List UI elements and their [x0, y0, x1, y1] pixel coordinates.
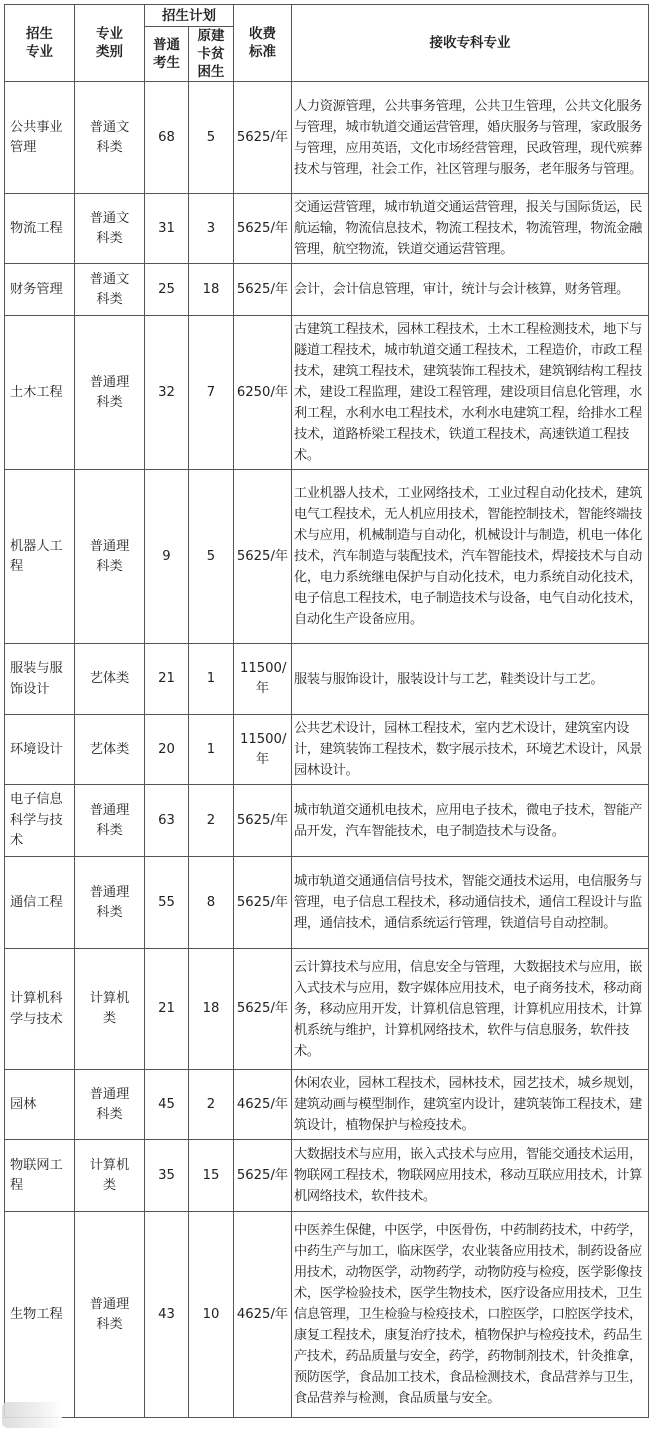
category-cell: 普通理科类: [75, 1070, 145, 1140]
regular-count-cell: 25: [145, 264, 189, 316]
poverty-count-cell: 2: [189, 1070, 234, 1140]
regular-count-cell: 9: [145, 470, 189, 644]
fee-cell: 5625/年: [234, 857, 292, 949]
regular-count-cell: 20: [145, 715, 189, 785]
category-cell: 普通理科类: [75, 1212, 145, 1418]
major-cell: 机器人工程: [5, 470, 75, 644]
regular-count-cell: 63: [145, 785, 189, 857]
poverty-count-cell: 10: [189, 1212, 234, 1418]
regular-count-cell: 43: [145, 1212, 189, 1418]
category-cell: 艺体类: [75, 644, 145, 715]
regular-count-cell: 55: [145, 857, 189, 949]
regular-count-cell: 68: [145, 82, 189, 194]
fee-cell: 5625/年: [234, 264, 292, 316]
header-fee: 收费标准: [234, 5, 292, 82]
fee-cell: 5625/年: [234, 1140, 292, 1212]
accepted-majors-cell: 城市轨道交通通信信号技术，智能交通技术运用，电信服务与管理，电子信息工程技术，移动通信技术，通信工程设计与监理，通信技术，通信系统运行管理，铁道信号自动控制。: [292, 857, 649, 949]
table-row: [5, 82, 649, 194]
accepted-majors-cell: 古建筑工程技术，园林工程技术，土木工程检测技术，地下与隧道工程技术，城市轨道交通工程技术，工程造价，市政工程技术，建筑工程技术，建筑装饰工程技术，建筑钢结构工程技术，建设工程监理，建设工程管理，建设项目信息化管理，水利工程，水利水电工程技术，水利水电建筑工程，给排水工程技术，道路桥梁工程技术，铁道工程技术，高速铁道工程技术。: [292, 316, 649, 470]
regular-count-cell: 32: [145, 316, 189, 470]
regular-count-cell: 31: [145, 194, 189, 264]
table-row: [5, 715, 649, 785]
poverty-count-cell: 3: [189, 194, 234, 264]
table-row: [5, 644, 649, 715]
accepted-majors-cell: 人力资源管理，公共事务管理，公共卫生管理，公共文化服务与管理，城市轨道交通运营管理，婚庆服务与管理，家政服务与管理，应用英语，文化市场经营管理，民政管理，现代殡葬技术与管理，社会工作，社区管理与服务，老年服务与管理。: [292, 82, 649, 194]
major-cell: 土木工程: [5, 316, 75, 470]
category-cell: 普通文科类: [75, 264, 145, 316]
poverty-count-cell: 8: [189, 857, 234, 949]
fee-cell: 5625/年: [234, 949, 292, 1070]
table-row: [5, 857, 649, 949]
category-cell: 普通理科类: [75, 857, 145, 949]
header-category: 专业类别: [75, 5, 145, 82]
category-cell: 普通理科类: [75, 785, 145, 857]
table-row: [5, 949, 649, 1070]
regular-count-cell: 45: [145, 1070, 189, 1140]
accepted-majors-cell: 工业机器人技术，工业网络技术，工业过程自动化技术，建筑电气工程技术，无人机应用技术，智能控制技术，智能终端技术与应用，机械制造与自动化，机械设计与制造，机电一体化技术，汽车制造与装配技术，汽车智能技术，焊接技术与自动化，电力系统继电保护与自动化技术，电力系统自动化技术，电子信息工程技术，电子制造技术与设备，电气自动化技术，自动化生产设备应用。: [292, 470, 649, 644]
category-cell: 普通理科类: [75, 316, 145, 470]
poverty-count-cell: 1: [189, 644, 234, 715]
accepted-majors-cell: 交通运营管理，城市轨道交通运营管理，报关与国际货运，民航运输，物流信息技术，物流工程技术，物流管理，物流金融管理，航空物流，铁道交通运营管理。: [292, 194, 649, 264]
major-cell: 电子信息科学与技术: [5, 785, 75, 857]
major-cell: 环境设计: [5, 715, 75, 785]
watermark-blur: [2, 1402, 62, 1428]
category-cell: 计算机类: [75, 1140, 145, 1212]
fee-cell: 5625/年: [234, 194, 292, 264]
table-row: [5, 316, 649, 470]
regular-count-cell: 21: [145, 949, 189, 1070]
table-row: [5, 1140, 649, 1212]
category-cell: 艺体类: [75, 715, 145, 785]
accepted-majors-cell: 云计算技术与应用，信息安全与管理，大数据技术与应用，嵌入式技术与应用，数字媒体应用技术，电子商务技术，移动商务，移动应用开发，计算机信息管理，计算机应用技术，计算机系统与维护，计算机网络技术，软件与信息服务，软件技术。: [292, 949, 649, 1070]
table-row: [5, 1070, 649, 1140]
poverty-count-cell: 2: [189, 785, 234, 857]
accepted-majors-cell: 大数据技术与应用，嵌入式技术与应用，智能交通技术运用，物联网工程技术，物联网应用技术，移动互联应用技术，计算机网络技术，软件技术。: [292, 1140, 649, 1212]
table-row: [5, 194, 649, 264]
category-cell: 普通文科类: [75, 194, 145, 264]
fee-cell: 4625/年: [234, 1070, 292, 1140]
fee-cell: 11500/年: [234, 644, 292, 715]
accepted-majors-cell: 服装与服饰设计，服装设计与工艺，鞋类设计与工艺。: [292, 644, 649, 715]
major-cell: 通信工程: [5, 857, 75, 949]
accepted-majors-cell: 公共艺术设计，园林工程技术，室内艺术设计，建筑室内设计，建筑装饰工程技术，数字展示技术，环境艺术设计，风景园林设计。: [292, 715, 649, 785]
accepted-majors-cell: 休闲农业，园林工程技术，园林技术，园艺技术，城乡规划，建筑动画与模型制作，建筑室内设计，建筑装饰工程技术，建筑设计，植物保护与检疫技术。: [292, 1070, 649, 1140]
table-row: [5, 470, 649, 644]
table-row: [5, 1212, 649, 1418]
major-cell: 物流工程: [5, 194, 75, 264]
poverty-count-cell: 1: [189, 715, 234, 785]
fee-cell: 6250/年: [234, 316, 292, 470]
poverty-count-cell: 7: [189, 316, 234, 470]
header-major: 招生专业: [5, 5, 75, 82]
regular-count-cell: 35: [145, 1140, 189, 1212]
major-cell: 计算机科学与技术: [5, 949, 75, 1070]
category-cell: 计算机类: [75, 949, 145, 1070]
fee-cell: 5625/年: [234, 470, 292, 644]
fee-cell: 5625/年: [234, 785, 292, 857]
header-plan: 招生计划: [145, 5, 234, 27]
major-cell: 公共事业管理: [5, 82, 75, 194]
major-cell: 园林: [5, 1070, 75, 1140]
major-cell: 服装与服饰设计: [5, 644, 75, 715]
header-plan-poverty: 原建卡贫困生: [189, 27, 234, 82]
table-row: [5, 264, 649, 316]
major-cell: 财务管理: [5, 264, 75, 316]
admission-table: [4, 4, 649, 1418]
major-cell: 物联网工程: [5, 1140, 75, 1212]
accepted-majors-cell: 城市轨道交通机电技术，应用电子技术，微电子技术，智能产品开发，汽车智能技术，电子制造技术与设备。: [292, 785, 649, 857]
header-plan-regular: 普通考生: [145, 27, 189, 82]
major-cell: 生物工程: [5, 1212, 75, 1418]
category-cell: 普通理科类: [75, 470, 145, 644]
poverty-count-cell: 5: [189, 82, 234, 194]
fee-cell: 11500/年: [234, 715, 292, 785]
poverty-count-cell: 5: [189, 470, 234, 644]
table-row: [5, 785, 649, 857]
fee-cell: 5625/年: [234, 82, 292, 194]
header-accepted: 接收专科专业: [292, 5, 649, 82]
poverty-count-cell: 15: [189, 1140, 234, 1212]
regular-count-cell: 21: [145, 644, 189, 715]
poverty-count-cell: 18: [189, 264, 234, 316]
category-cell: 普通文科类: [75, 82, 145, 194]
poverty-count-cell: 18: [189, 949, 234, 1070]
fee-cell: 4625/年: [234, 1212, 292, 1418]
accepted-majors-cell: 会计，会计信息管理，审计，统计与会计核算，财务管理。: [292, 264, 649, 316]
accepted-majors-cell: 中医养生保健，中医学，中医骨伤，中药制药技术，中药学，中药生产与加工，临床医学，农业装备应用技术，制药设备应用技术，动物医学，动物药学，动物防疫与检疫，医学影像技术，医学检验技术，医学生物技术，医疗设备应用技术，卫生信息管理，卫生检验与检疫技术，口腔医学，口腔医学技术，康复工程技术，康复治疗技术，植物保护与检疫技术，药品生产技术，药品质量与安全，药学，药物制剂技术，针灸推拿，预防医学，食品加工技术，食品检测技术，食品营养与卫生，食品营养与检测，食品质量与安全。: [292, 1212, 649, 1418]
